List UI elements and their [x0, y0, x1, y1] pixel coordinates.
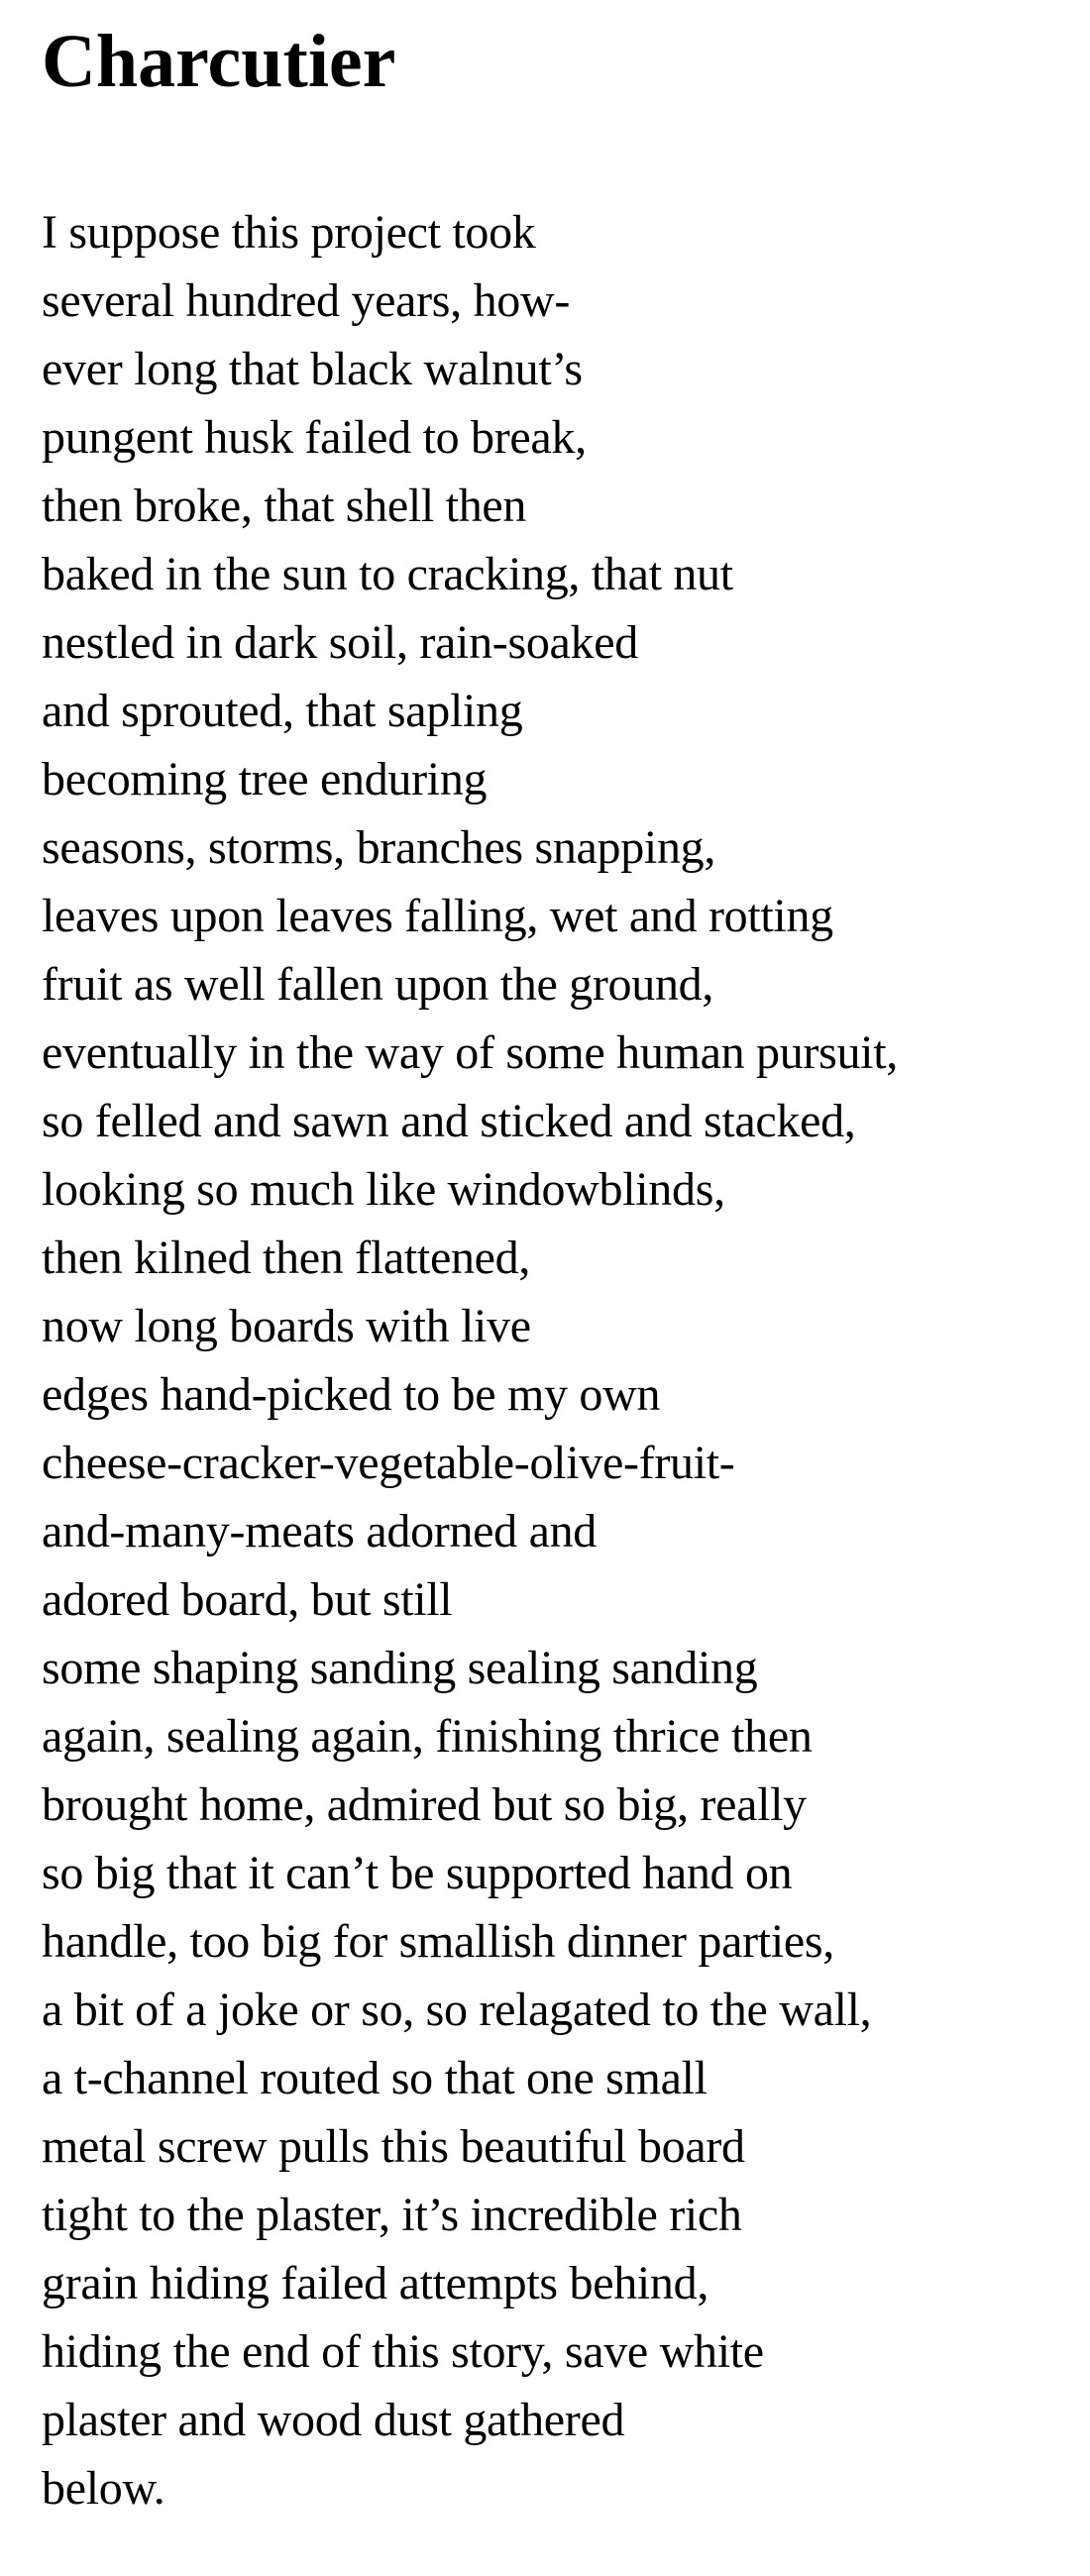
- poem-line: again, sealing again, finishing thrice then: [42, 1710, 813, 1763]
- poem-line: adored board, but still: [42, 1573, 453, 1626]
- poem-title: Charcutier: [42, 20, 396, 103]
- poem-line: tight to the plaster, it’s incredible rich: [42, 2189, 742, 2241]
- poem-line: a bit of a joke or so, so relagated to the wall,: [42, 1984, 872, 2036]
- poem-line: baked in the sun to cracking, that nut: [42, 548, 733, 600]
- poem-line: looking so much like windowblinds,: [42, 1163, 725, 1216]
- poem-line: eventually in the way of some human pursuit,: [42, 1026, 898, 1079]
- poem-line: plaster and wood dust gathered: [42, 2394, 625, 2446]
- poem-line: edges hand-picked to be my own: [42, 1368, 661, 1421]
- poem-line: then kilned then flattened,: [42, 1232, 531, 1284]
- poem-line: cheese-cracker-vegetable-olive-fruit-: [42, 1437, 735, 1489]
- poem-line: brought home, admired but so big, really: [42, 1778, 807, 1831]
- poem-body: [42, 198, 1070, 2522]
- poem-line: some shaping sanding sealing sanding: [42, 1642, 758, 1694]
- poem-line: so felled and sawn and sticked and stacked,: [42, 1095, 856, 1147]
- poem-line: leaves upon leaves falling, wet and rotting: [42, 890, 833, 942]
- poem-line: and sprouted, that sapling: [42, 685, 523, 737]
- poem-line: below.: [42, 2462, 165, 2515]
- poem-line: so big that it can’t be supported hand on: [42, 1847, 793, 1899]
- poem-line: now long boards with live: [42, 1300, 531, 1352]
- poem-line: I suppose this project took: [42, 206, 536, 259]
- poem-line: metal screw pulls this beautiful board: [42, 2120, 745, 2173]
- poem-line: handle, too big for smallish dinner parties,: [42, 1915, 834, 1968]
- poem-line: and-many-meats adorned and: [42, 1505, 597, 1557]
- poem-line: a t-channel routed so that one small: [42, 2052, 708, 2104]
- poem-line: hiding the end of this story, save white: [42, 2325, 764, 2378]
- poem-line: grain hiding failed attempts behind,: [42, 2257, 709, 2309]
- poem-line: pungent husk failed to break,: [42, 411, 587, 464]
- poem-line: nestled in dark soil, rain-soaked: [42, 616, 638, 669]
- poem-line: then broke, that shell then: [42, 480, 527, 532]
- poem-line: becoming tree enduring: [42, 753, 488, 805]
- poem-line: fruit as well fallen upon the ground,: [42, 958, 714, 1011]
- poem-line: seasons, storms, branches snapping,: [42, 821, 716, 874]
- poem-line: ever long that black walnut’s: [42, 343, 583, 395]
- poem-line: several hundred years, how-: [42, 274, 571, 327]
